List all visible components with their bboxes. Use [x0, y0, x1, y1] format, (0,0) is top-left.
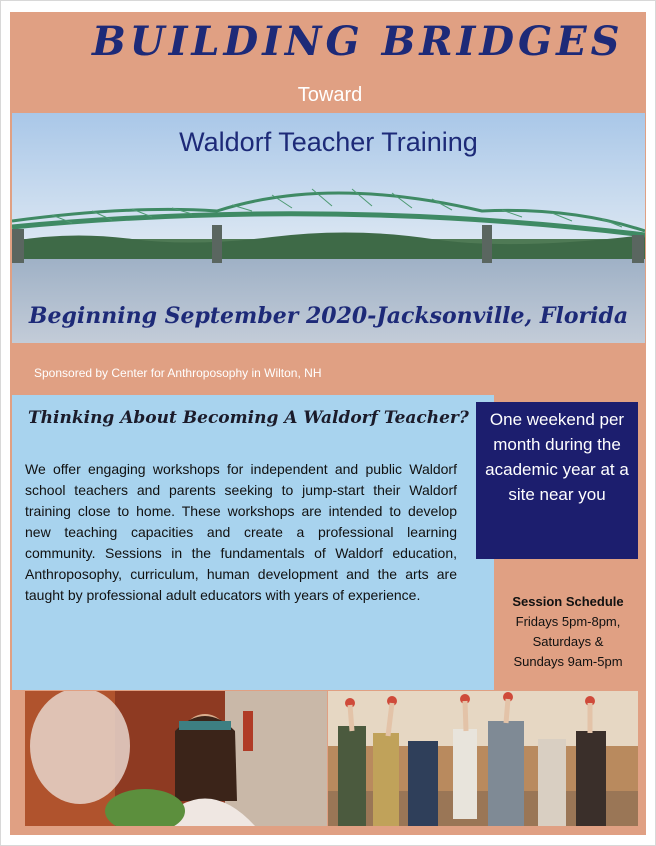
- schedule-line-fridays: Fridays 5pm-8pm,: [515, 614, 621, 629]
- info-heading: Thinking About Becoming A Waldorf Teacher?: [28, 408, 469, 428]
- info-body: We offer engaging workshops for independent and public Waldorf school teachers and parents seeking to jump-start their Waldorf training close to home. These workshops are intended to develop new teaching capacities and create a professional learning community. Sessions in the fundamentals of Waldorf education, Anthroposophy, curriculum, human development and the arts are taught by professional adult educators with years of experience.: [25, 461, 457, 603]
- flyer-title: BUILDING BRIDGES: [92, 18, 624, 65]
- bridge-banner: [12, 113, 645, 343]
- teacher-photo: [25, 691, 327, 826]
- sponsor-line: Sponsored by Center for Anthroposophy in Wilton, NH: [34, 366, 322, 380]
- group-movement-photo: [328, 691, 638, 826]
- banner-title: Waldorf Teacher Training: [179, 127, 478, 157]
- session-schedule: [498, 592, 638, 672]
- banner-date-line: Beginning September 2020-Jacksonville, Florida: [28, 303, 629, 329]
- callout-box: One weekend per month during the academic year at a site near you: [476, 402, 638, 559]
- schedule-line-saturdays: Saturdays &: [532, 634, 604, 649]
- schedule-heading: Session Schedule: [512, 594, 624, 609]
- flyer-subtitle: Toward: [297, 84, 363, 106]
- schedule-line-sundays: Sundays 9am-5pm: [513, 654, 623, 669]
